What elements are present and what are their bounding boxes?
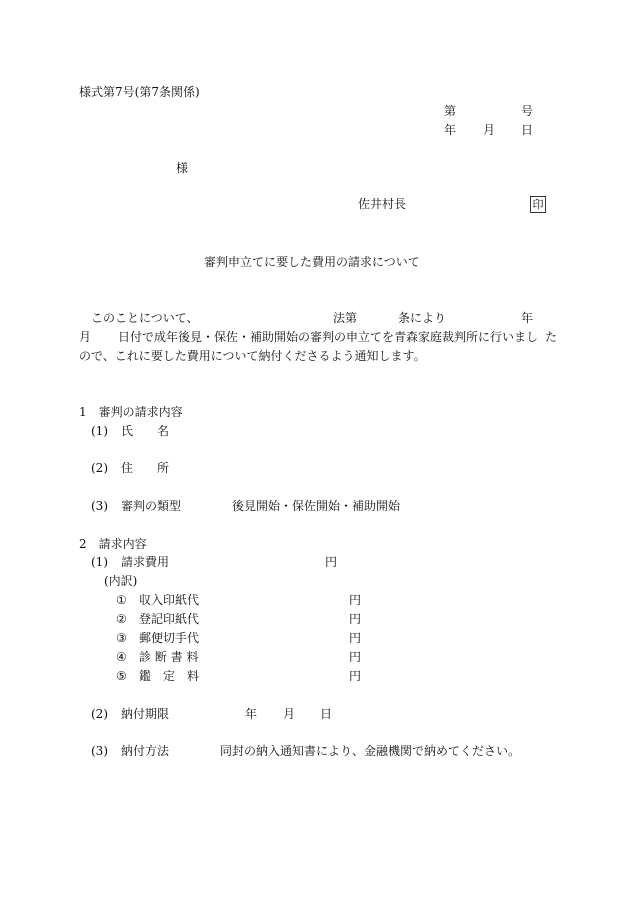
date-year: 年 <box>444 123 457 137</box>
breakdown-mark-4: ④ <box>116 650 127 664</box>
section2-item1-number: (1) <box>91 555 108 569</box>
section2-item3-label: 納付方法 <box>121 744 170 758</box>
breakdown-mark-1: ① <box>116 593 127 607</box>
breakdown-label-4: 診 断 書 料 <box>139 650 199 664</box>
breakdown-unit-4: 円 <box>349 650 362 664</box>
breakdown-label-2: 登記印紙代 <box>139 612 200 626</box>
addressee-honorific: 様 <box>176 161 189 175</box>
section2-heading: 2 請求内容 <box>79 537 147 551</box>
body-line2-text: 日付で成年後見・保佐・補助開始の審判の申立てを青森家庭裁判所に行いまし <box>118 330 539 344</box>
section1-item1-number: (1) <box>91 424 108 438</box>
section2-item1-unit: 円 <box>325 555 338 569</box>
body-line2-month: 月 <box>79 330 92 344</box>
breakdown-unit-1: 円 <box>349 593 362 607</box>
seal-stamp-box: 印 <box>530 196 546 213</box>
breakdown-unit-5: 円 <box>349 669 362 683</box>
section2-item2-label: 納付期限 <box>121 707 170 721</box>
section1-item3-label: 審判の類型 <box>121 499 182 513</box>
section1-item3-number: (3) <box>91 499 108 513</box>
section1-item3-value: 後見開始・保佐開始・補助開始 <box>232 499 401 513</box>
date-day: 日 <box>521 123 534 137</box>
section2-item2-number: (2) <box>91 707 108 721</box>
body-line3-text: ので、これに要した費用について納付くださるよう通知します。 <box>79 349 426 363</box>
section1-item2-label: 住 所 <box>121 461 170 475</box>
breakdown-mark-5: ⑤ <box>116 669 127 683</box>
document-number-prefix: 第 <box>444 104 457 118</box>
date-month: 月 <box>483 123 496 137</box>
document-number-suffix: 号 <box>521 104 534 118</box>
breakdown-unit-2: 円 <box>349 612 362 626</box>
body-line1-year: 年 <box>521 311 534 325</box>
breakdown-mark-3: ③ <box>116 631 127 645</box>
breakdown-label-1: 収入印紙代 <box>139 593 200 607</box>
breakdown-unit-3: 円 <box>349 631 362 645</box>
sender-name: 佐井村長 <box>358 197 407 211</box>
deadline-year: 年 <box>245 707 258 721</box>
breakdown-mark-2: ② <box>116 612 127 626</box>
document-title: 審判申立てに要した費用の請求について <box>204 255 420 269</box>
form-number: 様式第7号(第7条関係) <box>79 85 200 99</box>
section1-item1-label: 氏 名 <box>121 424 170 438</box>
section2-item1-label: 請求費用 <box>121 555 170 569</box>
breakdown-label-3: 郵便切手代 <box>139 631 200 645</box>
section1-heading: 1 審判の請求内容 <box>79 405 183 419</box>
payment-method-text: 同封の納入通知書により、金融機関で納めてください。 <box>220 744 521 758</box>
deadline-month: 月 <box>283 707 296 721</box>
deadline-day: 日 <box>320 707 333 721</box>
breakdown-label: (内訳) <box>104 574 138 588</box>
section2-item3-number: (3) <box>91 744 108 758</box>
section1-item2-number: (2) <box>91 461 108 475</box>
body-line1-article: 条により <box>398 311 447 325</box>
body-line2-end: た <box>545 330 558 344</box>
body-line1-intro: このことについて、 <box>91 311 199 325</box>
breakdown-label-5: 鑑 定 料 <box>139 669 200 683</box>
body-line1-law: 法第 <box>333 311 358 325</box>
